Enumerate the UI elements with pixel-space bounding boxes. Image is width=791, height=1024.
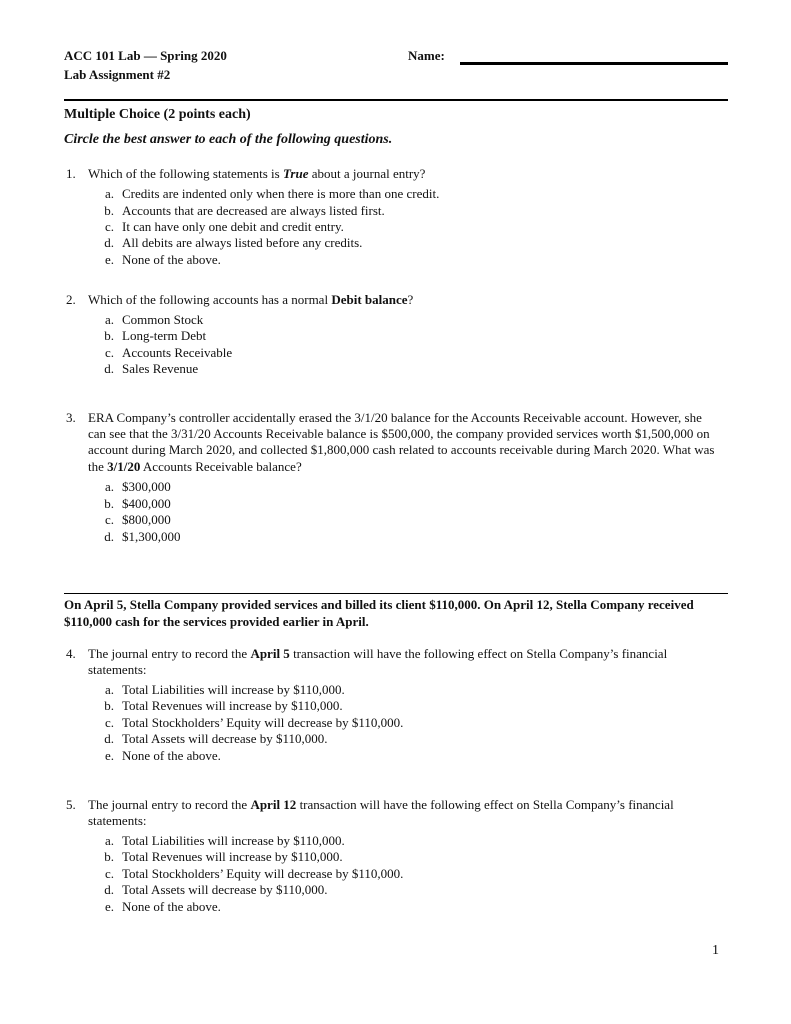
section-title: Multiple Choice (2 points each) xyxy=(64,107,251,122)
question-1-text xyxy=(88,166,728,182)
option-letter: c. xyxy=(104,866,114,881)
question-number: 1. xyxy=(66,166,76,181)
option-text: $800,000 xyxy=(122,512,171,527)
question-text: ? xyxy=(407,292,414,307)
question-emphasis: April 12 xyxy=(250,797,297,812)
option-letter: b. xyxy=(104,328,114,343)
option-text: Total Liabilities will increase by $110,000. xyxy=(122,682,345,697)
question-number: 4. xyxy=(66,646,76,661)
option-letter: a. xyxy=(104,186,114,201)
option-letter: b. xyxy=(104,849,114,864)
option-text: Total Stockholders’ Equity will decrease by $110,000. xyxy=(122,715,404,730)
question-5-text xyxy=(88,797,688,829)
option-letter: d. xyxy=(104,882,114,897)
option-letter: c. xyxy=(104,715,114,730)
scenario-divider xyxy=(64,593,728,594)
option-text: Total Assets will decrease by $110,000. xyxy=(122,731,328,746)
option-letter: a. xyxy=(104,682,114,697)
option-text: $1,300,000 xyxy=(122,529,181,544)
option-letter: e. xyxy=(104,899,114,914)
question-text: The journal entry to record the xyxy=(88,646,251,661)
question-emphasis: April 5 xyxy=(250,646,290,661)
question-3-text xyxy=(88,410,722,475)
option-text: Long-term Debt xyxy=(122,328,207,343)
question-text: transaction will have the following effect on Stella Company’s financial statements: xyxy=(88,797,674,829)
option-letter: a. xyxy=(104,833,114,848)
question-emphasis: 3/1/20 xyxy=(107,458,141,474)
question-number: 5. xyxy=(66,797,76,812)
question-text: Which of the following accounts has a normal xyxy=(88,292,332,307)
name-label: Name: xyxy=(408,48,445,63)
question-number: 3. xyxy=(66,410,76,425)
option-text: $300,000 xyxy=(122,479,171,494)
name-blank-line[interactable] xyxy=(460,62,728,65)
option-text: None of the above. xyxy=(122,748,221,763)
option-letter: d. xyxy=(104,529,114,544)
option-letter: b. xyxy=(104,203,114,218)
option-text: $400,000 xyxy=(122,496,171,511)
option-text: It can have only one debit and credit entry. xyxy=(122,219,344,234)
option-letter: b. xyxy=(104,496,114,511)
option-text: All debits are always listed before any credits. xyxy=(122,235,363,250)
question-text: Which of the following statements is xyxy=(88,166,283,181)
option-text: Accounts Receivable xyxy=(122,345,233,360)
question-emphasis: Debit balance xyxy=(331,292,408,307)
option-letter: a. xyxy=(104,479,114,494)
option-text: Common Stock xyxy=(122,312,204,327)
option-text: None of the above. xyxy=(122,252,221,267)
option-letter: d. xyxy=(104,361,114,376)
question-text: The journal entry to record the xyxy=(88,797,251,812)
option-letter: a. xyxy=(104,312,114,327)
option-text: Total Liabilities will increase by $110,000. xyxy=(122,833,345,848)
option-letter: e. xyxy=(104,252,114,267)
option-letter: c. xyxy=(104,512,114,527)
question-number: 2. xyxy=(66,292,76,307)
option-text: None of the above. xyxy=(122,899,221,914)
course-title: ACC 101 Lab — Spring 2020 xyxy=(64,48,227,63)
option-text: Total Stockholders’ Equity will decrease by $110,000. xyxy=(122,866,404,881)
option-letter: c. xyxy=(104,345,114,360)
option-text: Total Revenues will increase by $110,000. xyxy=(122,849,343,864)
assignment-title: Lab Assignment #2 xyxy=(64,67,171,82)
option-text: Total Assets will decrease by $110,000. xyxy=(122,882,328,897)
section-divider xyxy=(64,99,728,101)
question-emphasis: True xyxy=(282,166,309,181)
option-text: Total Revenues will increase by $110,000. xyxy=(122,698,343,713)
option-letter: d. xyxy=(104,235,114,250)
section-instructions: Circle the best answer to each of the following questions. xyxy=(64,132,393,147)
question-text: ERA Company’s controller accidentally erased the 3/1/20 balance for the Accounts Receivable account. However, she can see that the 3/31/20 Accounts Receivable balance is $500,000, the company provided services worth $1,500,000 on account during March 2020, and collected $1,800,000 cash related to accounts receivable during March 2020. What was the xyxy=(88,410,715,474)
question-text: transaction will have the following effect on Stella Company’s financial statements: xyxy=(88,646,668,678)
option-text: Credits are indented only when there is more than one credit. xyxy=(122,186,440,201)
option-letter: c. xyxy=(104,219,114,234)
option-letter: d. xyxy=(104,731,114,746)
option-text: Accounts that are decreased are always listed first. xyxy=(122,203,385,218)
question-2-text xyxy=(88,292,728,308)
scenario-text: On April 5, Stella Company provided services and billed its client $110,000. On April 12, Stella Company received $110,000 cash for the services provided earlier in April. xyxy=(64,597,694,629)
question-text: Accounts Receivable balance? xyxy=(140,458,302,474)
question-4-text xyxy=(88,646,728,678)
option-letter: e. xyxy=(104,748,114,763)
option-text: Sales Revenue xyxy=(122,361,199,376)
page-number: 1 xyxy=(712,943,719,958)
question-text: about a journal entry? xyxy=(308,166,426,181)
option-letter: b. xyxy=(104,698,114,713)
